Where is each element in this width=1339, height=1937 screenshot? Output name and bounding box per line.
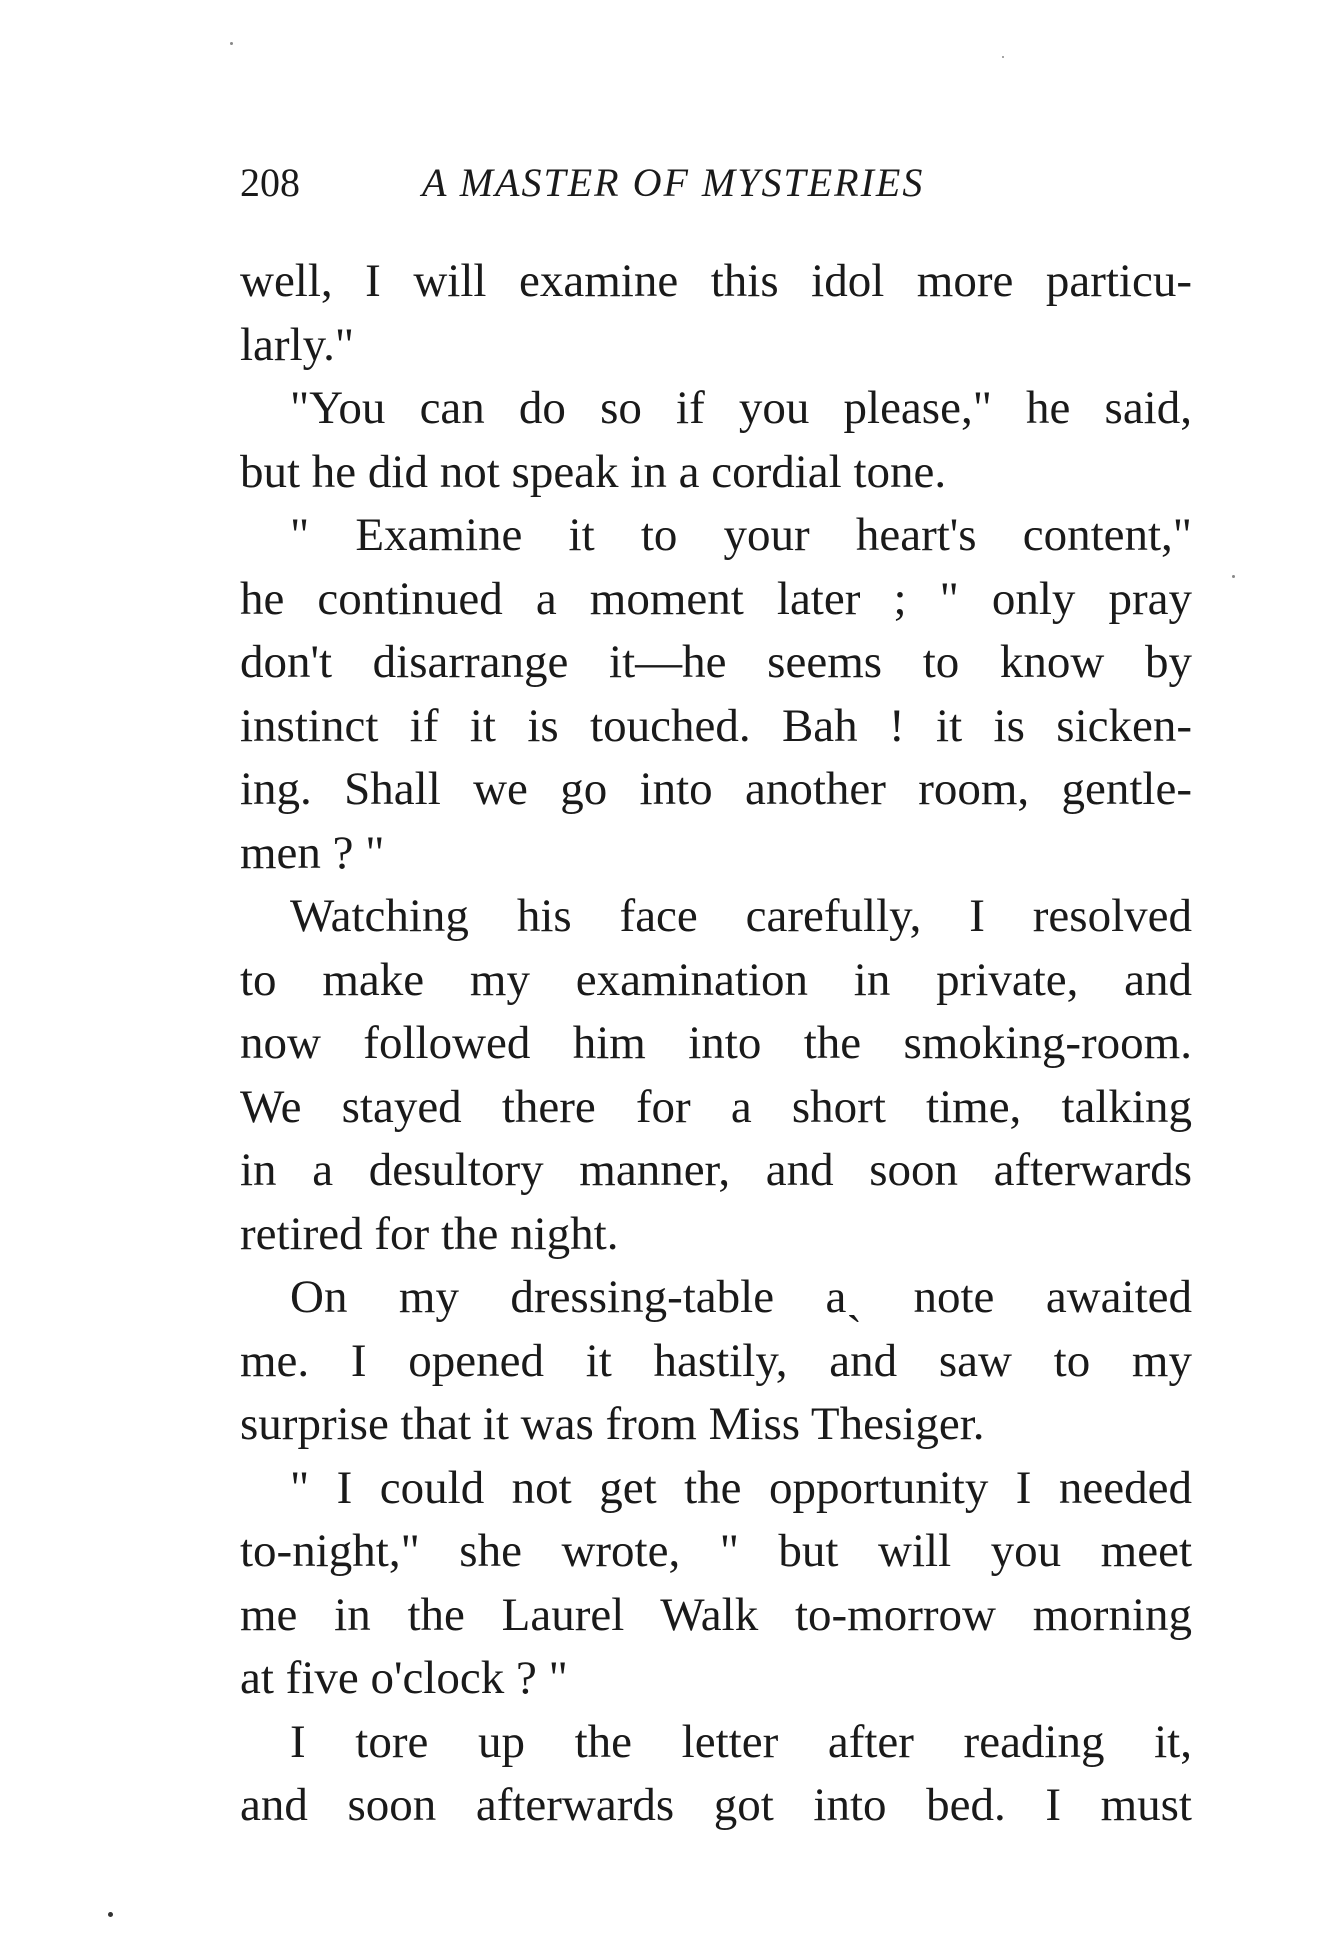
page-header — [240, 158, 1000, 208]
text-line: " I could not get the opportunity I needed — [290, 1461, 1192, 1514]
scan-speck — [1002, 56, 1004, 58]
body-text — [240, 250, 1192, 1838]
text-line: well, I will examine this idol more particu- — [240, 255, 1192, 307]
text-line: instinct if it is touched. Bah ! it is sicken- — [240, 699, 1192, 752]
text-line: me. I opened it hastily, and saw to my — [240, 1334, 1192, 1387]
text-line: retired for the night. — [240, 1207, 619, 1260]
text-line: me in the Laurel Walk to-morrow morning — [240, 1588, 1192, 1641]
text-line: he continued a moment later ; " only pray — [240, 572, 1192, 625]
text-line: surprise that it was from Miss Thesiger. — [240, 1398, 985, 1450]
text-line: ing. Shall we go into another room, gentle- — [240, 763, 1192, 815]
text-line: now followed him into the smoking-room. — [240, 1017, 1192, 1069]
text-line: in a desultory manner, and soon afterwards — [240, 1144, 1192, 1196]
text-line: " Examine it to your heart's content," — [290, 509, 1192, 561]
scan-speck — [108, 1912, 113, 1917]
text-line: to make my examination in private, and — [240, 953, 1192, 1006]
text-line: men ? " — [240, 826, 385, 879]
running-title: A MASTER OF MYSTERIES — [422, 160, 925, 205]
text-line: and soon afterwards got into bed. I must — [240, 1779, 1192, 1831]
scan-speck — [1232, 575, 1235, 578]
text-line: On my dressing-table aˎ note awaited — [290, 1271, 1192, 1323]
text-line: at five o'clock ? " — [240, 1652, 568, 1704]
page-number: 208 — [240, 160, 300, 205]
text-line: "You can do so if you please," he said, — [290, 382, 1192, 434]
text-line: but he did not speak in a cordial tone. — [240, 445, 947, 498]
text-line: larly." — [240, 318, 355, 371]
scan-speck — [230, 42, 233, 45]
text-line: Watching his face carefully, I resolved — [290, 890, 1192, 942]
text-line: don't disarrange it—he seems to know by — [240, 636, 1192, 688]
text-line: to-night," she wrote, " but will you meet — [240, 1525, 1192, 1577]
text-line: We stayed there for a short time, talking — [240, 1080, 1192, 1133]
text-line: I tore up the letter after reading it, — [290, 1715, 1192, 1768]
